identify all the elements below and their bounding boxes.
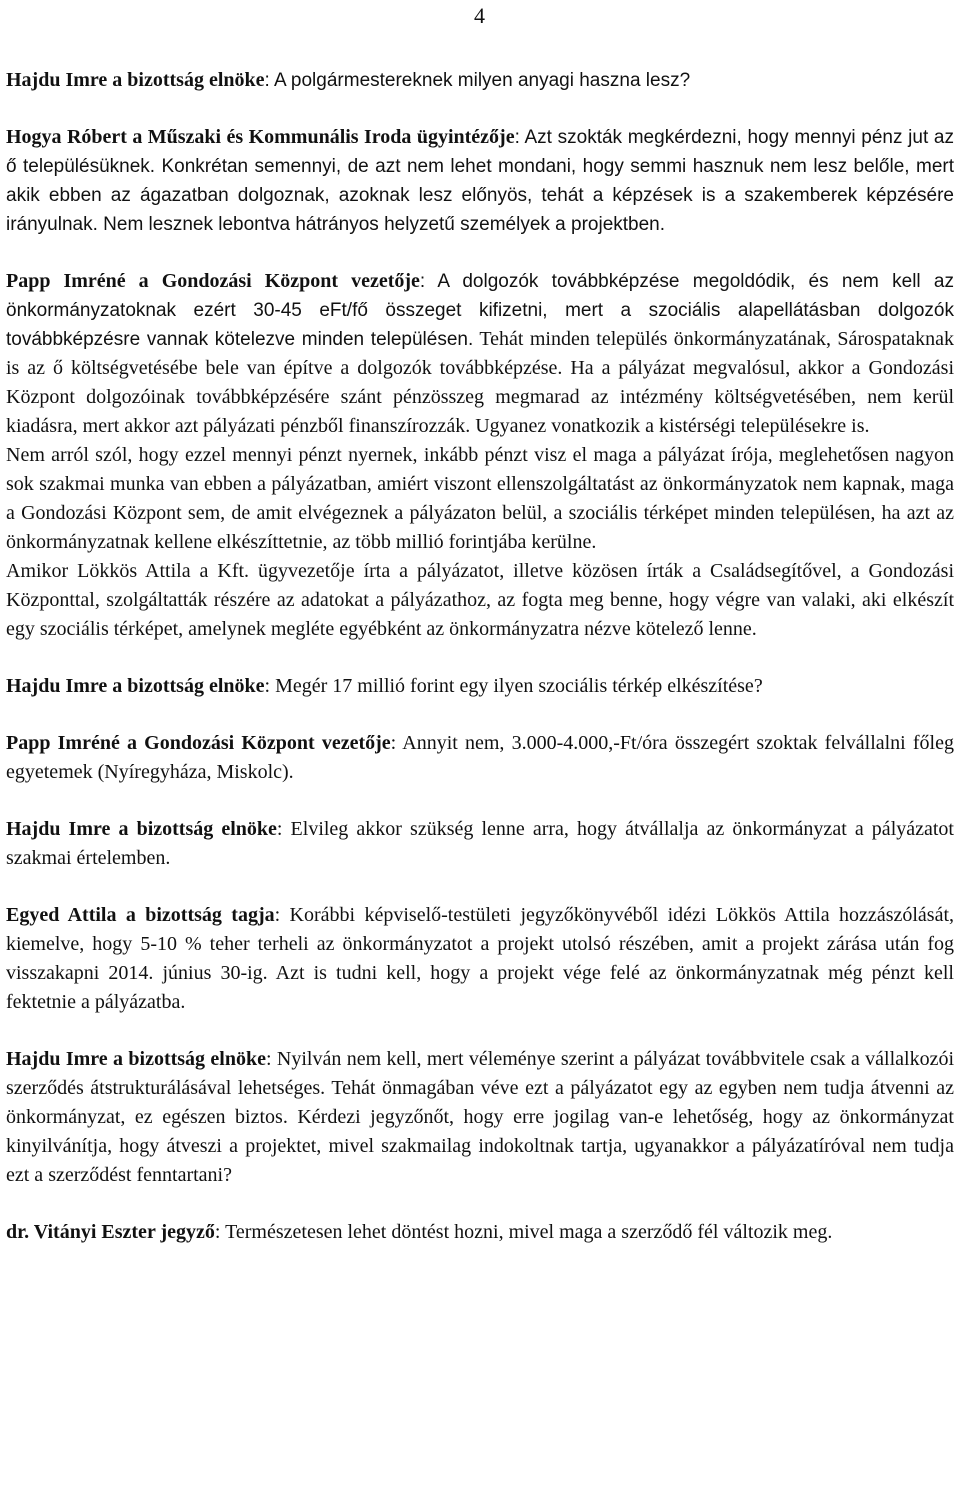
paragraph-text: Tehát minden település önkormányzatának, Sárospataknak is az ő költségvetésébe bele van építve a dolgozók továbbképzése. Ha a pályázat megvalósul, akkor a Gondozási Központ dolgozóinak továbbképzésére szánt pénzösszeg megmarad az intézmény költségvetésében, nem kerül kiadásra, mert akkor azt pályázati pénzből finanszírozzák. Ugyanez vonatkozik a kistérségi településekre is. [6, 328, 954, 437]
speaker-name: Egyed Attila a bizottság tagja [6, 904, 275, 926]
paragraph [6, 441, 954, 557]
speaker-name: Hajdu Imre a bizottság elnöke [6, 1048, 266, 1070]
speaker-name: Hogya Róbert a Műszaki és Kommunális Iroda ügyintézője [6, 126, 515, 148]
paragraph-text: : Korábbi képviselő-testületi jegyzőkönyvéből idézi Lökkös Attila hozzászólását, kiemelve, hogy 5-10 % teher terheli az önkormányzatot a projekt utolsó részében, amit a projekt zárása után fog visszakapni 2014. június 30-ig. Azt is tudni kell, hogy a projekt vége felé az önkormányzatnak még pénzt kell fektetnie a pályázatba. [6, 904, 955, 1013]
speaker-name: Papp Imréné a Gondozási Központ vezetője [6, 732, 391, 754]
paragraph-text: Amikor Lökkös Attila a Kft. ügyvezetője írta a pályázatot, illetve közösen írták a Családsegítővel, a Gondozási Központtal, szolgáltatták részére az adatokat a pályázathoz, az fogta meg benne, hogy végre van valaki, aki elkészít egy szociális térképet, amelynek megléte egyébként az önkormányzatra nézve kötelező lenne. [6, 560, 954, 640]
paragraph-text: : Elvileg akkor szükség lenne arra, hogy átvállalja az önkormányzat a pályázatot szakmai értelemben. [6, 818, 954, 869]
paragraph-text: : Megér 17 millió forint egy ilyen szociális térkép elkészítése? [264, 675, 763, 697]
speaker-name: Hajdu Imre a bizottság elnöke [6, 675, 265, 697]
paragraph-text: : Annyit nem, 3.000-4.000,-Ft/óra összegért szoktak felvállalni főleg egyetemek (Nyíregyháza, Miskolc). [6, 732, 954, 783]
paragraph-text: : Nyilván nem kell, mert véleménye szerint a pályázat továbbvitele csak a vállalkozói szerződés átstrukturálásával lehetséges. Tehát önmagában véve ezt a pályázatot egy az egyben nem tudja átvenni az önkormányzat, ez egészen biztos. Kérdezi jegyzőnőt, hogy erre jogilag van-e lehetőség, hogy az önkormányzat kinyilvánítja, hogy átveszi a projektet, mivel szakmailag indokoltnak tartja, ugyanakkor a pályázatíróval nem tudja ezt a szerződést fenntartani? [6, 1048, 955, 1186]
paragraph-text: : A dolgozók továbbképzése megoldódik, és nem kell az önkormányzatoknak ezért 30-45 eFt/fő összeget kifizetni, mert a szociális alapellátásban dolgozók továbbképzésre vannak kötelezve minden településen. [6, 271, 954, 350]
paragraph [6, 729, 954, 787]
paragraph [6, 1218, 954, 1247]
speaker-name: Hajdu Imre a bizottság elnöke [6, 818, 277, 840]
paragraph [6, 123, 954, 239]
paragraph [6, 815, 954, 873]
document-body [6, 66, 954, 1247]
paragraph-text: Nem arról szól, hogy ezzel mennyi pénzt nyernek, inkább pénzt visz el maga a pályázat írója, meglehetősen nagyon sok szakmai munka van ebben a pályázatban, amiért viszont ellenszolgáltatást az önkormányzatok nem kapnak, maga a Gondozási Központ sem, de amit elvégeznek a pályázaton belül, a szociális térképet minden településen, ha azt az önkormányzatnak kellene elkészíttetnie, az több millió forintjába kerülne. [6, 444, 954, 553]
speaker-name: Hajdu Imre a bizottság elnöke [6, 69, 265, 91]
paragraph [6, 901, 954, 1017]
paragraph [6, 1045, 954, 1190]
paragraph-text: : Azt szokták megkérdezni, hogy mennyi pénz jut az ő településüknek. Konkrétan semennyi, de azt nem lehet mondani, hogy semmi hasznuk nem lesz belőle, mert akik ebben az ágazatban dolgoznak, azoknak lesz előnyös, tehát a képzések is a szakemberek képzésére irányulnak. Nem lesznek lebontva hátrányos helyzetű személyek a projektben. [6, 127, 954, 235]
paragraph-text: : A polgármestereknek milyen anyagi haszna lesz? [264, 70, 691, 91]
speaker-name: dr. Vitányi Eszter jegyző [6, 1221, 215, 1243]
speaker-name: Papp Imréné a Gondozási Központ vezetője [6, 270, 420, 292]
page-number: 4 [474, 3, 485, 28]
paragraph [6, 66, 954, 95]
paragraph [6, 557, 954, 644]
paragraph [6, 267, 954, 441]
paragraph-text: : Természetesen lehet döntést hozni, mivel maga a szerződő fél változik meg. [214, 1221, 833, 1243]
paragraph [6, 672, 954, 701]
